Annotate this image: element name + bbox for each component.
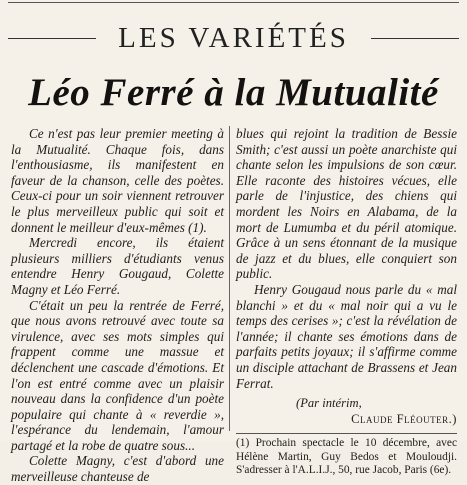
footnote: (1) Prochain spectacle le 10 décembre, avec Hélène Martin, Guy Bedos et Mouloudji. S'adresser à l'A.L.I.J., 50, rue Jacob, Paris (6e). xyxy=(236,437,457,477)
paragraph: Mercredi encore, ils étaient plusieurs milliers d'étudiants venus entendre Henry Gougaud, Colette Magny et Léo Ferré. xyxy=(11,235,224,297)
section-title: LES VARIÉTÉS xyxy=(118,22,349,54)
section-rule-left xyxy=(8,38,96,39)
right-column xyxy=(236,126,457,478)
column-divider xyxy=(229,126,230,431)
top-rule xyxy=(8,2,459,3)
paragraph: Colette Magny, c'est d'abord une merveilleuse chanteuse de xyxy=(11,453,224,485)
paragraph: Ce n'est pas leur premier meeting à la Mutualité. Chaque fois, dans l'enthousiasme, ils manifestent en faveur de la chanson, celle des poètes. Ceux-ci pour un soir viennent retrouver le plus merveilleux public qui soit et donnent le meilleur d'eux-mêmes (1). xyxy=(11,126,224,235)
article-headline: Léo Ferré à la Mutualité xyxy=(28,71,439,114)
left-column xyxy=(11,126,224,485)
section-rule-right xyxy=(371,38,459,39)
author-name: Claude Fléouter.) xyxy=(351,412,457,427)
paragraph: C'était un peu la rentrée de Ferré, que nous avons retrouvé avec toute sa virulence, avec ses mots simples qui frappent comme une massue et déclenchent une cascade d'émotions. Et l'on est entré comme avec un plaisir nouveau dans la confidence d'un poète populaire qui chante à « reverdie », l'espérance du lendemain, l'amour partagé et la robe de quatre sous... xyxy=(11,297,224,453)
section-header xyxy=(0,22,467,56)
footnote-rule xyxy=(236,433,457,434)
author-signature xyxy=(236,395,457,427)
paragraph: blues qui rejoint la tradition de Bessie Smith; c'est aussi un poète anarchiste qui chante selon les impulsions de son cœur. Elle raconte des histoires vécues, elle parle de l'injustice, des chiens qui mordent les Noirs en Alabama, de la mort de Lumumba et du péril atomique. Grâce à un sens étonnant de la musique de jazz et du blues, elle conquiert son public. xyxy=(236,126,457,282)
paragraph: Henry Gougaud nous parle du « mal blanchi » et du « mal noir qui a vu le temps des cerises »; c'est la révélation de l'année; il chante ses émotions dans de parfaits petits joyaux; il s'affirme comme un disciple attachant de Brassens et Jean Ferrat. xyxy=(236,281,457,391)
signature-prefix: (Par intérim, xyxy=(296,396,362,411)
